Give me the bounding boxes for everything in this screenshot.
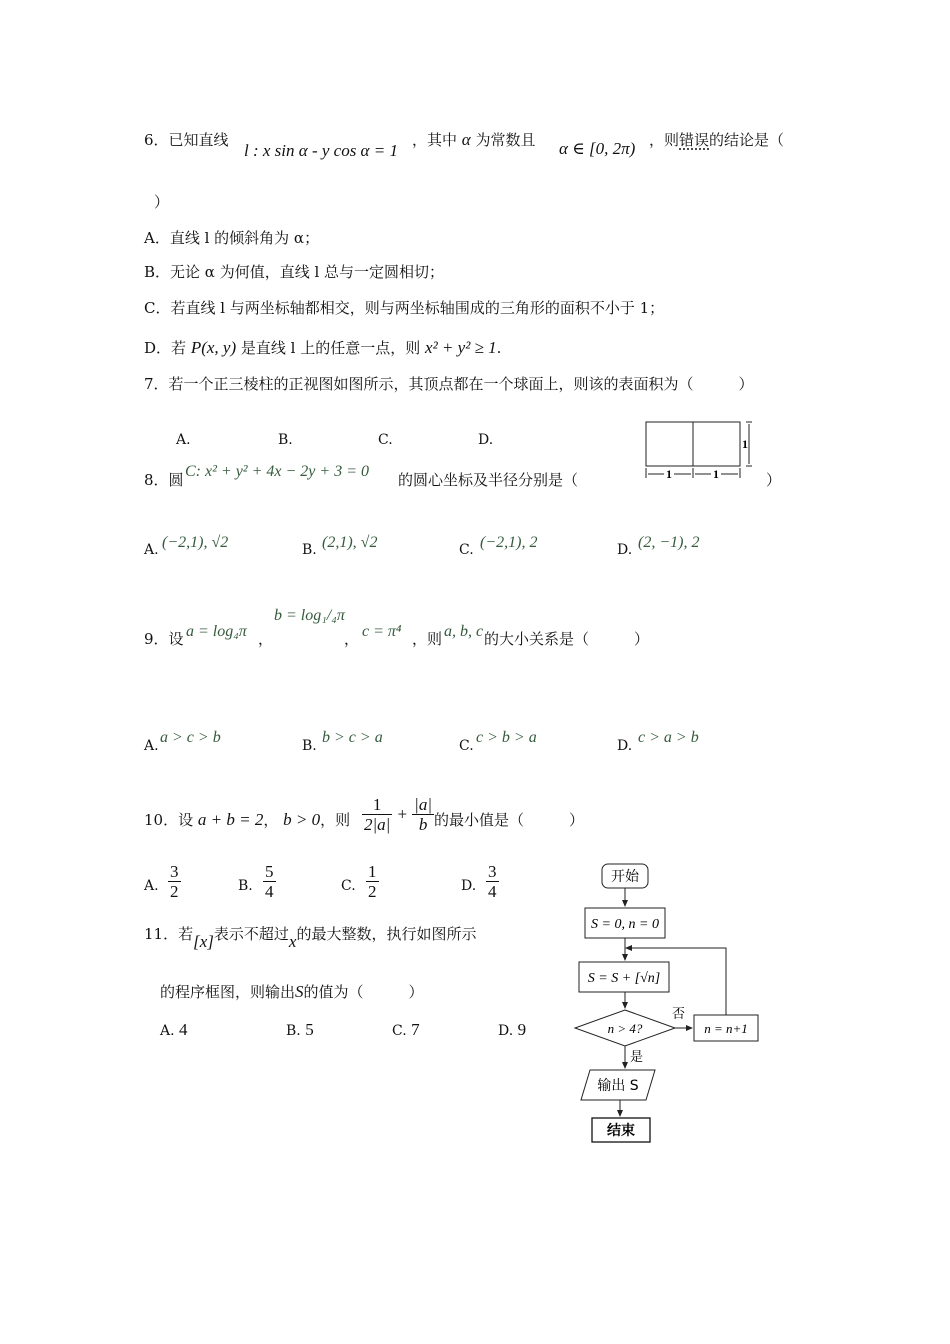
q11-option-c: C. 7: [392, 1020, 420, 1039]
q11-S: S: [295, 982, 304, 1001]
flow-decision-label: n > 4?: [607, 1021, 643, 1036]
q7-option-b: B.: [278, 432, 293, 448]
q6-point: P(x, y): [190, 338, 237, 357]
q9-mid: ，则: [412, 630, 443, 648]
q8-option-d-label: D.: [617, 542, 633, 558]
q8-option-b-value: (2,1), √2: [322, 534, 378, 551]
q6-emphasis: 错误: [679, 131, 710, 149]
q9-option-b-label: B.: [302, 738, 317, 754]
q11-option-a: A. 4: [160, 1020, 188, 1039]
q9-sep-2: ，: [344, 630, 360, 648]
q8-option-a-label: A.: [144, 542, 159, 558]
q9-option-a-label: A.: [144, 738, 159, 754]
q8-option-c-label: C.: [459, 542, 474, 558]
q6-range: α ∈ [0, 2π): [559, 139, 636, 158]
flow-output-label: 输出 S: [597, 1078, 639, 1094]
q9-option-d-value: c > a > b: [638, 729, 699, 746]
q10-option-a-value: $\frac{3}{2}$: [170, 862, 179, 901]
q8-circle-equation: C: x² + y² + 4x − 2y + 3 = 0: [185, 463, 369, 480]
q7-option-c: C.: [378, 432, 393, 448]
q8-option-b-label: B.: [302, 542, 317, 558]
q11-stem-line1: 11．若[x]表示不超过x的最大整数，执行如图所示: [144, 925, 477, 951]
q11-floor: [x]: [193, 932, 214, 951]
q9-stem-post: 的大小关系是（ ）: [484, 630, 650, 648]
q10-expression: [362, 795, 434, 834]
q10-option-c-label: C.: [341, 878, 356, 894]
q9-number: 9．设: [144, 630, 184, 648]
q8-stem-post: 的圆心坐标及半径分别是（: [398, 471, 579, 489]
flow-init-label: S = 0, n = 0: [591, 917, 659, 932]
q9-c-def: c = π⁴: [362, 623, 402, 640]
q10-fraction-1: $\frac{1}{2|a|}$: [364, 795, 391, 834]
q9-sep-1: ，: [258, 630, 274, 648]
q6-inequality: x² + y² ≥ 1: [425, 338, 497, 357]
q6-close-paren: ）: [154, 193, 170, 211]
q10-option-a-label: A.: [144, 878, 159, 894]
width-dimension-label-2: 1: [713, 467, 719, 481]
q6-stem-b: ，其中 α 为常数且: [412, 130, 536, 149]
flow-update-label: S = S + [√n]: [587, 971, 661, 986]
flow-no-label: 否: [672, 1007, 686, 1022]
q10-option-b-label: B.: [238, 878, 253, 894]
q10-option-c-value: $\frac{1}{2}$: [368, 862, 377, 901]
q8-close-paren: ）: [766, 471, 782, 489]
q6-alpha: α: [461, 130, 471, 149]
q6-stem-tail: ，则错误的结论是（: [649, 131, 785, 149]
q6-number: 6．: [144, 131, 169, 149]
q9-option-c-value: c > b > a: [476, 729, 537, 746]
q6-option-a: A．直线 l 的倾斜角为 α；: [144, 229, 320, 247]
q11-x: x: [288, 932, 297, 951]
q10-condition-2: b > 0: [283, 810, 321, 829]
q9-option-c-label: C.: [459, 738, 474, 754]
flow-end-label: 结束: [607, 1123, 635, 1139]
q9-option-b-value: b > c > a: [322, 729, 383, 746]
q8-number: 8．圆: [144, 471, 184, 489]
q7-front-view-figure: [640, 418, 760, 484]
q8-option-a-value: (−2,1), √2: [162, 534, 229, 551]
width-dimension-label-1: 1: [666, 467, 672, 481]
q9-option-d-label: D.: [617, 738, 633, 754]
q10-plus: +: [397, 804, 408, 824]
q6-option-c: C．若直线 l 与两坐标轴都相交，则与两坐标轴围成的三角形的面积不小于 1；: [144, 299, 665, 317]
q11-option-b: B. 5: [286, 1020, 314, 1039]
q11-stem-line2: 的程序框图，则输出S的值为（ ）: [160, 982, 424, 1001]
q6-line-equation: l : x sin α - y cos α = 1: [244, 141, 398, 160]
q10-stem-post: 的最小值是（ ）: [434, 811, 585, 829]
q9-abc: a, b, c: [444, 623, 484, 640]
q7-option-d: D.: [478, 432, 494, 448]
q10-stem: 10．设 a + b = 2， b > 0，则: [144, 810, 351, 829]
flow-increment-label: n = n+1: [704, 1021, 748, 1036]
q8-option-d-value: (2, −1), 2: [638, 534, 700, 551]
flow-start-label: 开始: [611, 869, 639, 885]
q10-fraction-2: $\frac{|a|}{b}$: [414, 795, 432, 834]
flow-yes-label: 是: [630, 1050, 644, 1065]
q8-option-c-value: (−2,1), 2: [480, 534, 538, 551]
q6-option-d: D．若 P(x, y) 是直线 l 上的任意一点，则 x² + y² ≥ 1.: [144, 338, 502, 357]
q11-option-d: D. 9: [498, 1020, 527, 1039]
q10-option-d-label: D.: [461, 878, 477, 894]
q9-b-def: b = log₁/₄π: [274, 607, 345, 624]
q9-option-a-value: a > c > b: [160, 729, 221, 746]
q10-option-d-value: $\frac{3}{4}$: [488, 862, 497, 901]
q6-stem: 6．已知直线: [144, 131, 229, 149]
height-dimension-label: 1: [742, 437, 748, 451]
q11-flowchart: [560, 850, 780, 1150]
q10-condition-1: a + b = 2: [197, 810, 264, 829]
q9-a-def: a = log₄π: [186, 623, 247, 640]
q6-option-b: B．无论 α 为何值，直线 l 总与一定圆相切；: [144, 263, 445, 281]
q7-stem: 7．若一个正三棱柱的正视图如图所示，其顶点都在一个球面上，则该的表面积为（ ）: [144, 375, 754, 393]
q7-option-a: A.: [176, 432, 191, 448]
q10-option-b-value: $\frac{5}{4}$: [265, 862, 274, 901]
